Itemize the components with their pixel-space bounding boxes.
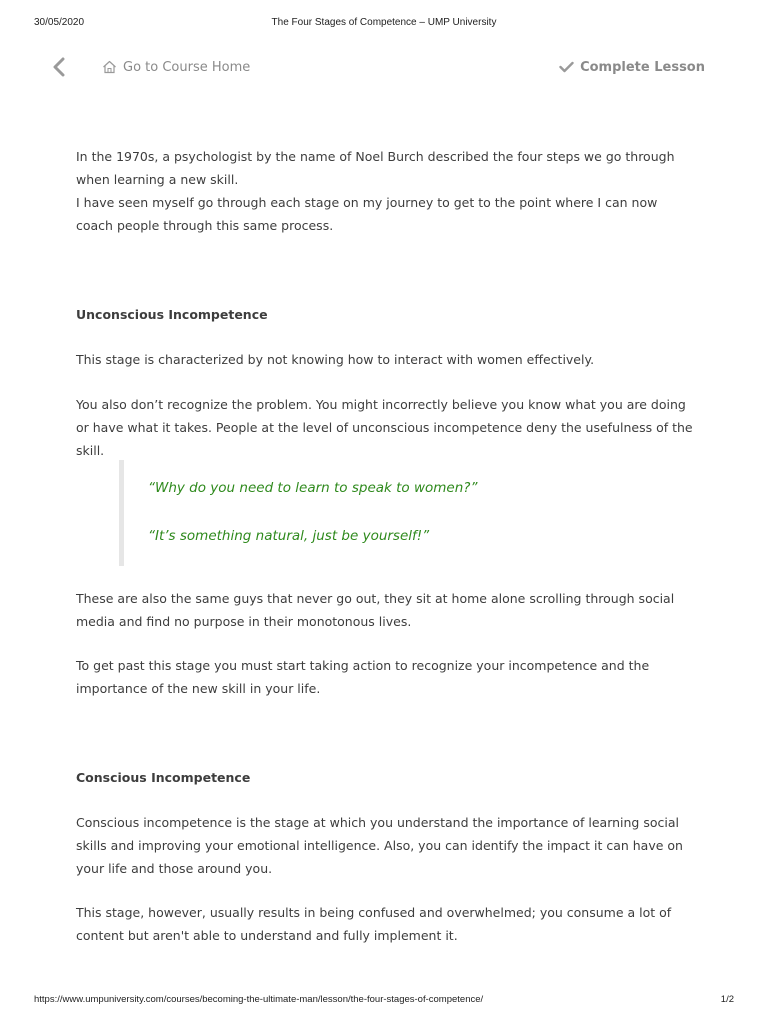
- intro-paragraph: [76, 145, 696, 237]
- intro-line-1: In the 1970s, a psychologist by the name of Noel Burch described the four steps we go through when learning a new skill.: [76, 149, 675, 187]
- course-home-link[interactable]: [102, 57, 250, 77]
- quote-line-1: “Why do you need to learn to speak to women?”: [148, 480, 478, 496]
- print-footer-url: https://www.umpuniversity.com/courses/becoming-the-ultimate-man/lesson/the-four-stages-of-competence/: [34, 994, 484, 1005]
- section1-paragraph-1: This stage is characterized by not knowing how to interact with women effectively.: [76, 352, 595, 367]
- complete-lesson-label: Complete Lesson: [580, 59, 705, 75]
- chevron-left-icon: [52, 57, 66, 77]
- section1-paragraph-2: You also don’t recognize the problem. You might incorrectly believe you know what you are doing or have what it takes. People at the level of unconscious incompetence deny the usefulness of the skill.: [76, 397, 693, 458]
- course-home-label: Go to Course Home: [123, 59, 251, 75]
- section-heading-conscious-incompetence: Conscious Incompetence: [76, 770, 251, 785]
- intro-line-2: I have seen myself go through each stage on my journey to get to the point where I can now coach people through this same process.: [76, 195, 658, 233]
- print-footer: [34, 994, 734, 1008]
- section2-paragraph-1: Conscious incompetence is the stage at which you understand the importance of learning social skills and improving your emotional intelligence. Also, you can identify the impact it can have on your life and those around you.: [76, 815, 683, 876]
- print-page-number: 1/2: [720, 994, 734, 1005]
- print-page-title: The Four Stages of Competence – UMP University: [271, 17, 497, 28]
- section2-paragraph-2: This stage, however, usually results in being confused and overwhelmed; you consume a lot of content but aren't able to understand and fully implement it.: [76, 905, 672, 943]
- section-heading-unconscious-incompetence: Unconscious Incompetence: [76, 307, 268, 322]
- home-icon: [102, 60, 117, 74]
- section1-paragraph-4: To get past this stage you must start taking action to recognize your incompetence and the importance of the new skill in your life.: [76, 658, 650, 696]
- back-button[interactable]: [48, 55, 70, 79]
- print-header: [34, 17, 734, 31]
- complete-lesson-button[interactable]: [559, 57, 705, 77]
- quote-line-2: “It’s something natural, just be yourself!”: [148, 528, 430, 544]
- blockquote: [119, 460, 679, 566]
- print-date: 30/05/2020: [34, 17, 85, 28]
- section1-paragraph-3: These are also the same guys that never go out, they sit at home alone scrolling through social media and find no purpose in their monotonous lives.: [76, 591, 675, 629]
- checkmark-icon: [559, 61, 574, 73]
